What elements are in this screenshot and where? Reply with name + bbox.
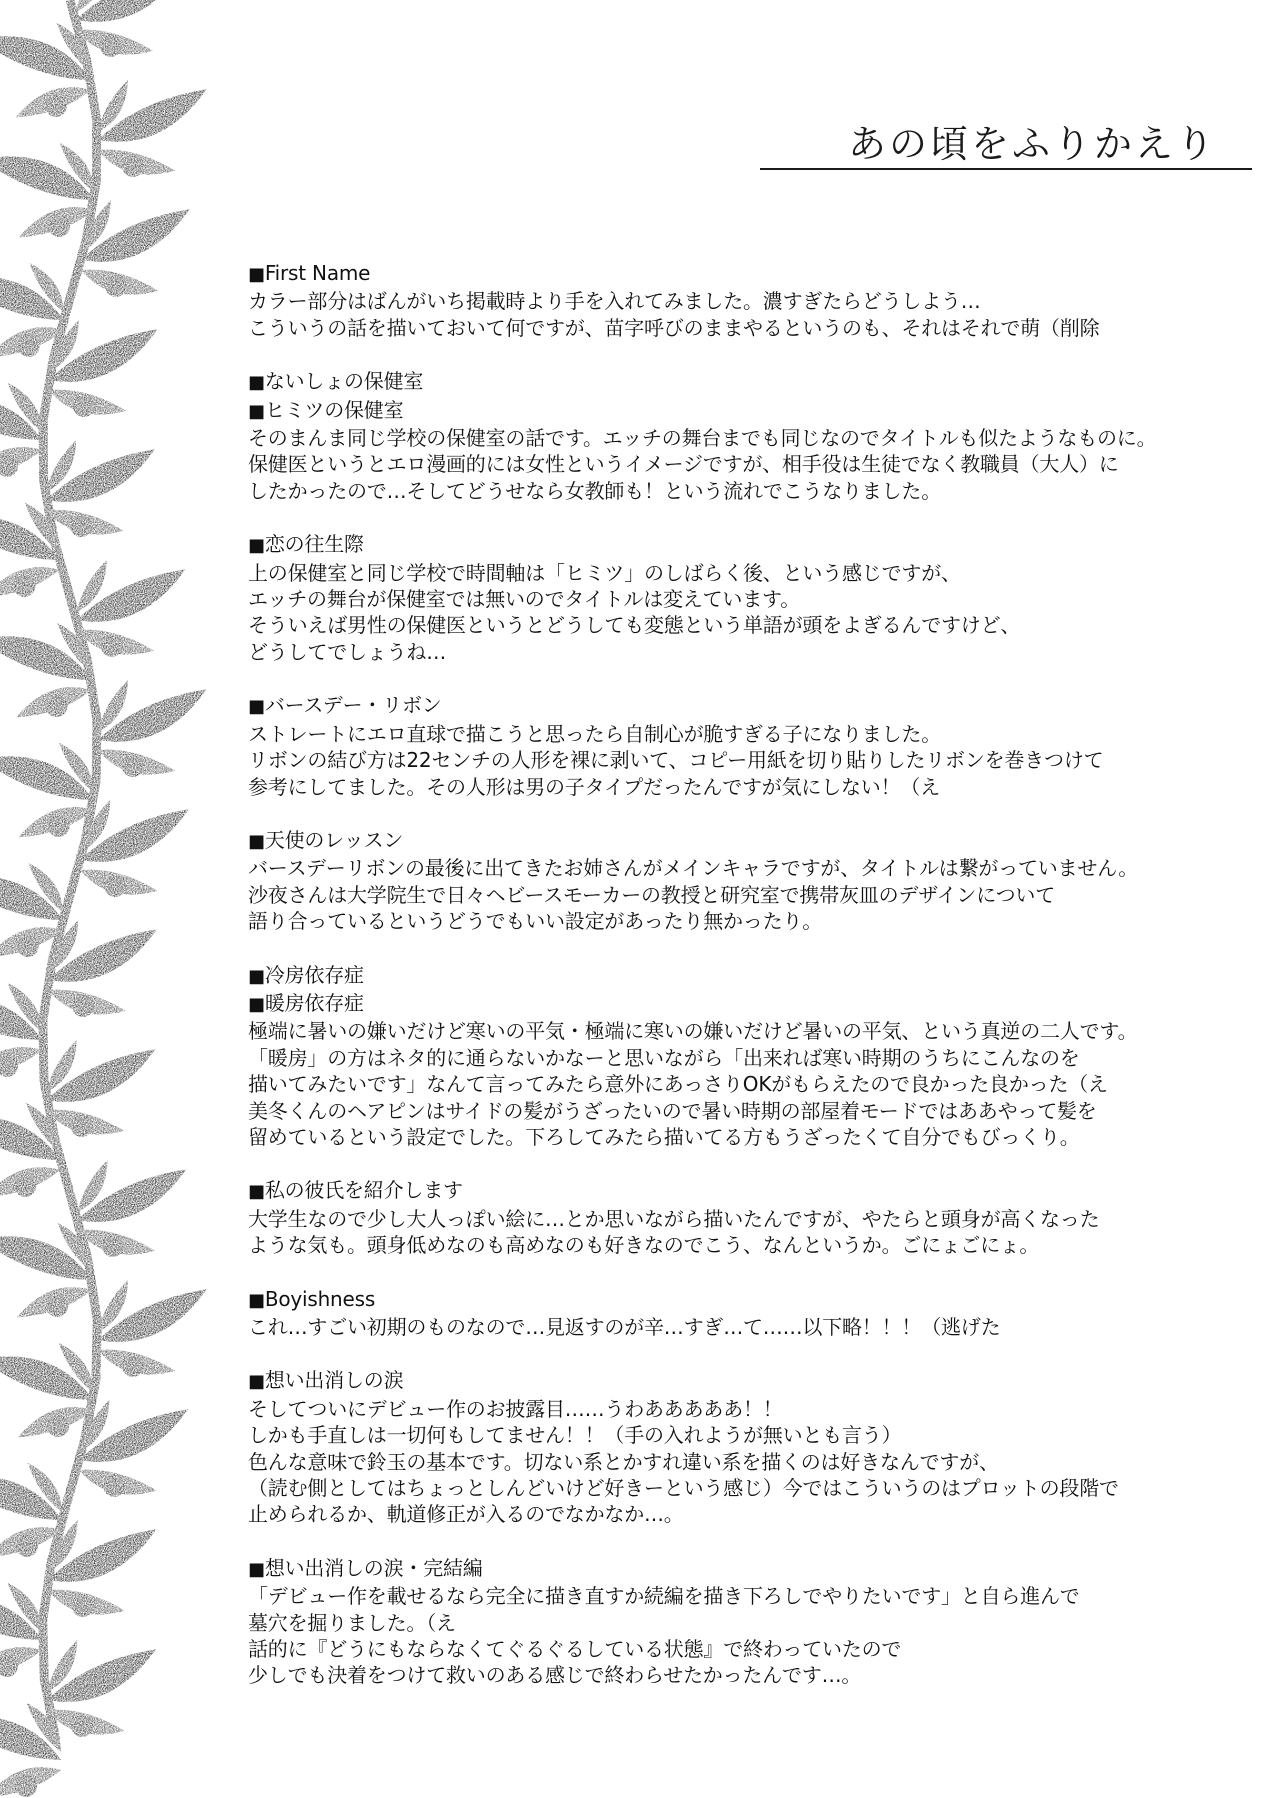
section-text-line: 沙夜さんは大学院生で日々ヘビースモーカーの教授と研究室で携帯灰皿のデザインについて xyxy=(248,882,1055,907)
section-heading: ■ 恋の往生際 xyxy=(248,531,1258,559)
section-text-line: 墓穴を掘りました。（え xyxy=(248,1610,456,1635)
section-text-line: 「暖房」の方はネタ的に通らないかなーと思いながら「出来れば寒い時期のうちにこんなのを xyxy=(248,1045,1080,1070)
section-text-line: これ…すごい初期のものなので…見返すのが辛…すぎ…て……以下略！！！（逃げた xyxy=(248,1315,1001,1339)
story-section xyxy=(248,962,1258,1151)
section-heading: ■ 想い出消しの涙・完結編 xyxy=(248,1555,1258,1583)
section-text-line: 描いてみたいです」なんて言ってみたら意外にあっさりOKがもらえたので良かった良かった（え xyxy=(248,1072,1108,1097)
section-text-line: 美冬くんのヘアピンはサイドの髪がうざったいので暑い時期の部屋着モードではああやって髪を xyxy=(248,1098,1097,1123)
section-text-line: どうしてでしょうね… xyxy=(248,639,446,664)
section-text-line: ストレートにエロ直球で描こうと思ったら自制心が脆すぎる子になりました。 xyxy=(248,721,941,746)
section-text-line: 色んな意味で鈴玉の基本です。切ない系とかすれ違い系を描くのは好きなんですが、 xyxy=(248,1449,999,1474)
section-text-line: 留めているという設定でした。下ろしてみたら描いてる方もうざったくて自分でもびっくり。 xyxy=(248,1124,1080,1149)
section-text-line: 少しでも決着をつけて救いのある感じで終わらせたかったんです…。 xyxy=(248,1663,862,1688)
section-heading: ■ バースデー・リボン xyxy=(248,692,1258,720)
section-text-line: ような気も。頭身低めなのも高めなのも好きなのでこう、なんというか。ごにょごにょ。 xyxy=(248,1233,1040,1258)
story-section xyxy=(248,692,1258,800)
section-text-line: 上の保健室と同じ学校で時間軸は「ヒミツ」のしばらく後、という感じですが、 xyxy=(248,560,961,585)
page-title: あの頃をふりかえり xyxy=(848,122,1218,166)
section-text-line: 保健医というとエロ漫画的には女性というイメージですが、相手役は生徒でなく教職員（大人）に xyxy=(248,452,1119,477)
section-text-line: しかも手直しは一切何もしてません！！（手の入れようが無いとも言う） xyxy=(248,1423,902,1448)
section-text-line: 参考にしてました。その人形は男の子タイプだったんですが気にしない！（え xyxy=(248,774,940,799)
section-text-line: カラー部分はばんがいち掲載時より手を入れてみました。濃すぎたらどうしよう… xyxy=(248,289,981,314)
section-text-line: 語り合っているというどうでもいい設定があったり無かったり。 xyxy=(248,909,822,934)
section-heading: ■ 暖房依存症 xyxy=(248,990,1258,1018)
story-section xyxy=(248,368,1258,504)
afterword-content xyxy=(248,260,1258,1716)
section-text-line: 話的に『どうにもならなくてぐるぐるしている状態』で終わっていたので xyxy=(248,1637,902,1662)
section-text-line: 極端に暑いの嫌いだけど寒いの平気・極端に寒いの嫌いだけど暑いの平気、という真逆の二人です。 xyxy=(248,1019,1138,1044)
section-heading: ■ ないしょの保健室 xyxy=(248,368,1258,396)
section-text-line: 「デビュー作を載せるなら完全に描き直すか続編を描き下ろしでやりたいです」と自ら進んで xyxy=(248,1584,1080,1609)
section-text-line: リボンの結び方は22センチの人形を裸に剥いて、コピー用紙を切り貼りしたリボンを巻きつけて xyxy=(248,748,1104,773)
section-text-line: 大学生なので少し大人っぽい絵に…とか思いながら描いたんですが、やたらと頭身が高くなった xyxy=(248,1206,1100,1231)
section-text-line: そしてついにデビュー作のお披露目……うわあああああ！！ xyxy=(248,1396,783,1421)
story-section xyxy=(248,1177,1258,1258)
story-section xyxy=(248,531,1258,665)
page-header xyxy=(760,118,1260,178)
section-heading: ■ ヒミツの保健室 xyxy=(248,397,1258,425)
section-heading: ■ First Name xyxy=(248,260,1258,288)
section-text-line: 止められるか、軌道修正が入るのでなかなか…。 xyxy=(248,1502,684,1527)
story-section xyxy=(248,1555,1258,1689)
story-section xyxy=(248,260,1258,341)
floral-border-ornament xyxy=(0,0,215,1798)
section-text-line: エッチの舞台が保健室では無いのでタイトルは変えています。 xyxy=(248,587,800,612)
section-text-line: バースデーリボンの最後に出てきたお姉さんがメインキャラですが、タイトルは繋がっていません。 xyxy=(248,856,1138,881)
title-underline xyxy=(760,168,1252,170)
section-text-line: そのまんま同じ学校の保健室の話です。エッチの舞台までも同じなのでタイトルも似たようなものに。 xyxy=(248,426,1157,451)
story-section xyxy=(248,1286,1258,1341)
section-heading: ■ 冷房依存症 xyxy=(248,962,1258,990)
section-heading: ■ 想い出消しの涙 xyxy=(248,1367,1258,1395)
section-text-line: したかったので…そしてどうせなら女教師も！という流れでこうなりました。 xyxy=(248,478,941,503)
section-text-line: こういうの話を描いておいて何ですが、苗字呼びのままやるというのも、それはそれで萌（削除 xyxy=(248,315,1100,340)
section-heading: ■ Boyishness xyxy=(248,1286,1258,1314)
story-section xyxy=(248,827,1258,935)
section-text-line: （読む側としてはちょっとしんどいけど好きーという感じ）今ではこういうのはプロットの段階で xyxy=(248,1476,1119,1501)
section-heading: ■ 私の彼氏を紹介します xyxy=(248,1177,1258,1205)
story-section xyxy=(248,1367,1258,1527)
section-heading: ■ 天使のレッスン xyxy=(248,827,1258,855)
section-text-line: そういえば男性の保健医というとどうしても変態という単語が頭をよぎるんですけど、 xyxy=(248,613,1021,638)
